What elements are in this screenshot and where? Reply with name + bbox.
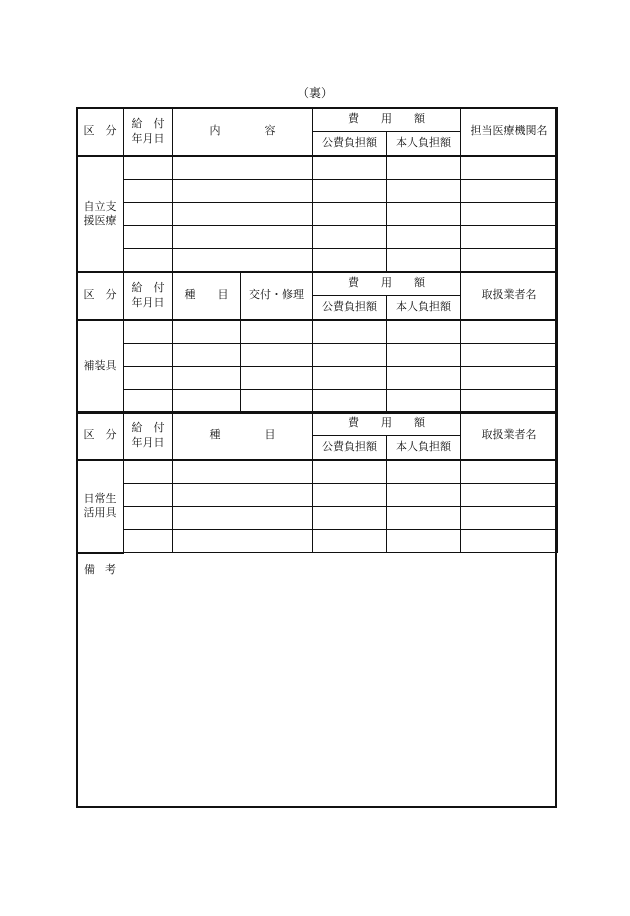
header-date-line2: 年月日 xyxy=(131,435,165,449)
header-institution: 担当医療機関名 xyxy=(461,108,558,157)
header-date-line1: 給 付 xyxy=(131,117,165,131)
notes-label: 備考 xyxy=(84,563,126,576)
header-cost: 費 用 額 xyxy=(313,412,461,436)
header-category: 区 分 xyxy=(77,272,124,321)
header-item: 種 目 xyxy=(173,412,313,461)
page-side-label: （裏） xyxy=(296,86,333,100)
header-category: 区 分 xyxy=(77,108,124,157)
category-label: 補装具 xyxy=(77,320,124,413)
header-date-line2: 年月日 xyxy=(131,131,165,145)
form-border xyxy=(76,107,557,808)
header-vendor: 取扱業者名 xyxy=(461,412,558,461)
category-label-line2: 援医療 xyxy=(83,214,117,227)
header-date-line1: 給 付 xyxy=(131,281,165,295)
header-date-line2: 年月日 xyxy=(131,295,165,309)
header-content: 内 容 xyxy=(173,108,313,157)
header-category: 区 分 xyxy=(77,412,124,461)
header-issue-repair: 交付・修理 xyxy=(241,272,313,321)
header-public-share: 公費負担額 xyxy=(313,132,387,157)
header-cost: 費 用 額 xyxy=(313,272,461,296)
header-public-share: 公費負担額 xyxy=(313,436,387,461)
header-cost: 費 用 額 xyxy=(313,108,461,132)
category-label-line1: 日常生 xyxy=(83,491,117,505)
header-public-share: 公費負担額 xyxy=(313,296,387,321)
category-label-line2: 活用具 xyxy=(83,506,117,520)
header-item: 種 目 xyxy=(173,272,241,321)
header-vendor: 取扱業者名 xyxy=(461,272,558,321)
header-date-line1: 給 付 xyxy=(131,421,165,435)
header-self-share: 本人負担額 xyxy=(387,436,461,461)
header-self-share: 本人負担額 xyxy=(387,132,461,157)
header-self-share: 本人負担額 xyxy=(387,296,461,321)
category-label-line1: 自立支 xyxy=(83,199,117,213)
